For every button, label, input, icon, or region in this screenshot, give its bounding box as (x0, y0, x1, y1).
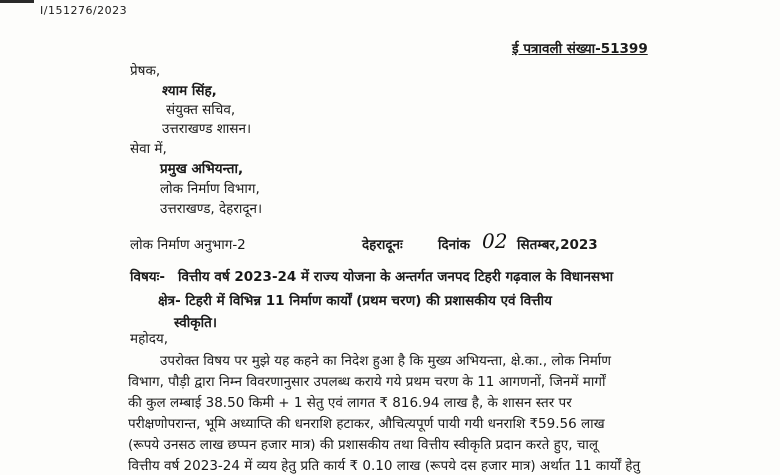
sender-designation: संयुक्त सचिव, (166, 102, 236, 118)
date-month-year: सितम्बर,2023 (517, 237, 598, 253)
section-name: लोक निर्माण अनुभाग-2 (130, 237, 246, 253)
body-line: वित्तीय वर्ष 2023-24 में व्यय हेतु प्रति कार्य ₹ 0.10 लाख (रूपये दस हजार मात्र) अर्थात 11 कार्यों हेतु (128, 458, 641, 474)
subject-line-1: वित्तीय वर्ष 2023-24 में राज्य योजना के अन्तर्गत जनपद टिहरी गढ़वाल के विधानसभा (178, 269, 614, 285)
date-place: देहरादूनः (362, 237, 403, 253)
body-line: परीक्षणोपरान्त, भूमि अध्याप्ति की धनराशि हटाकर, औचित्यपूर्ण पायी गयी धनराशि ₹59.56 लाख (128, 416, 605, 432)
body-line: (रूपये उनसठ लाख छप्पन हजार मात्र) की प्रशासकीय तथा वित्तीय स्वीकृति प्रदान करते हुए, चालू (128, 437, 599, 453)
body-line: की कुल लम्बाई 38.50 किमी + 1 सेतु एवं लागत ₹ 816.94 लाख है, के शासन स्तर पर (128, 395, 572, 411)
handwritten-day: 02 (482, 229, 508, 253)
recipient-place: उत्तराखण्ड, देहरादून। (160, 201, 263, 217)
recipient-label: सेवा में, (130, 141, 167, 157)
recipient-department: लोक निर्माण विभाग, (160, 181, 260, 197)
file-reference: I/151276/2023 (40, 4, 128, 17)
subject-line-2: क्षेत्र- टिहरी में विभिन्न 11 निर्माण कार्यों (प्रथम चरण) की प्रशासकीय एवं वित्तीय (158, 293, 552, 309)
recipient-title: प्रमुख अभियन्ता, (160, 161, 244, 177)
body-line: विभाग, पौड़ी द्वारा निम्न विवरणानुसार उपलब्ध कराये गये प्रथम चरण के 11 आगणनों, जिनमें मार्गों (128, 374, 606, 390)
subject-label: विषयः- (130, 269, 165, 285)
sender-name: श्याम सिंह, (162, 83, 217, 99)
date-label: दिनांक (438, 237, 471, 253)
subject-line-3: स्वीकृति। (174, 315, 217, 331)
page-corner-mark (0, 0, 34, 3)
body-line: उपरोक्त विषय पर मुझे यह कहने का निदेश हुआ है कि मुख्य अभियन्ता, क्षे.का., लोक निर्माण (160, 353, 612, 369)
sender-government: उत्तराखण्ड शासन। (162, 121, 252, 137)
salutation: महोदय, (130, 331, 169, 347)
sender-label: प्रेषक, (130, 63, 161, 79)
e-file-number: ई पत्रावली संख्या-51399 (512, 41, 648, 57)
